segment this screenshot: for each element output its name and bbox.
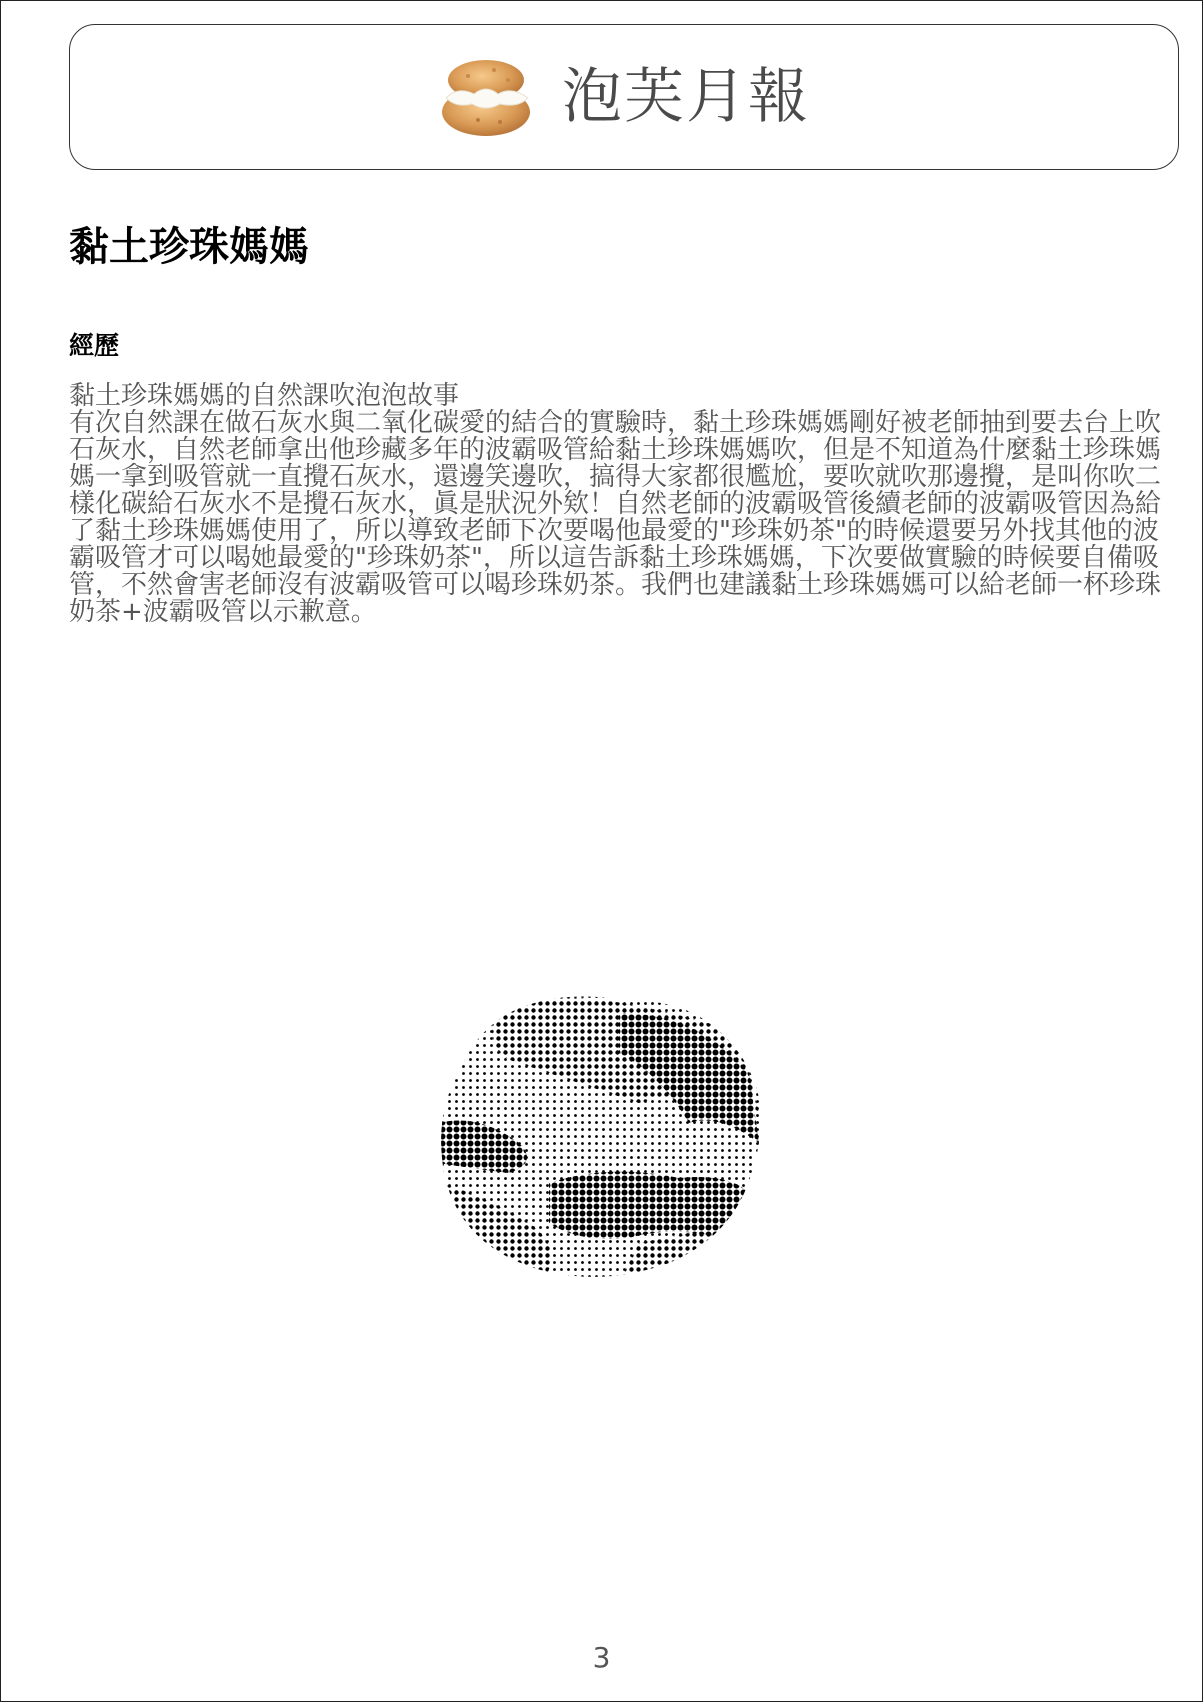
masthead-banner	[69, 24, 1179, 170]
story-body: 有次自然課在做石灰水與二氧化碳愛的結合的實驗時，黏土珍珠媽媽剛好被老師抽到要去台上吹石灰水，自然老師拿出他珍藏多年的波霸吸管給黏土珍珠媽媽吹，但是不知道為什麼黏土珍珠媽媽一拿到吸管就一直攪石灰水，還邊笑邊吹，搞得大家都很尷尬，要吹就吹那邊攪，是叫你吹二樣化碳給石灰水不是攪石灰水，眞是狀況外欸！自然老師的波霸吸管後續老師的波霸吸管因為給了黏土珍珠媽媽使用了，所以導致老師下次要喝他最愛的"珍珠奶茶"的時候還要另外找其他的波霸吸管才可以喝她最愛的"珍珠奶茶"，所以這告訴黏土珍珠媽媽，下次要做實驗的時候要自備吸管，不然會害老師沒有波霸吸管可以喝珍珠奶茶。我們也建議黏土珍珠媽媽可以給老師一杯珍珠奶茶+波霸吸管以示歉意。	[69, 408, 1162, 627]
story-title: 黏土珍珠媽媽的自然課吹泡泡故事	[69, 381, 460, 411]
halftone-portrait-image	[439, 993, 769, 1283]
cream-puff-icon	[438, 56, 534, 138]
person-name-heading: 黏土珍珠媽媽	[69, 224, 309, 270]
page-number: 3	[592, 1641, 611, 1674]
story-block	[69, 383, 1169, 626]
masthead-content	[438, 56, 810, 138]
section-label: 經歷	[69, 331, 120, 360]
newsletter-title: 泡芙月報	[562, 62, 810, 132]
